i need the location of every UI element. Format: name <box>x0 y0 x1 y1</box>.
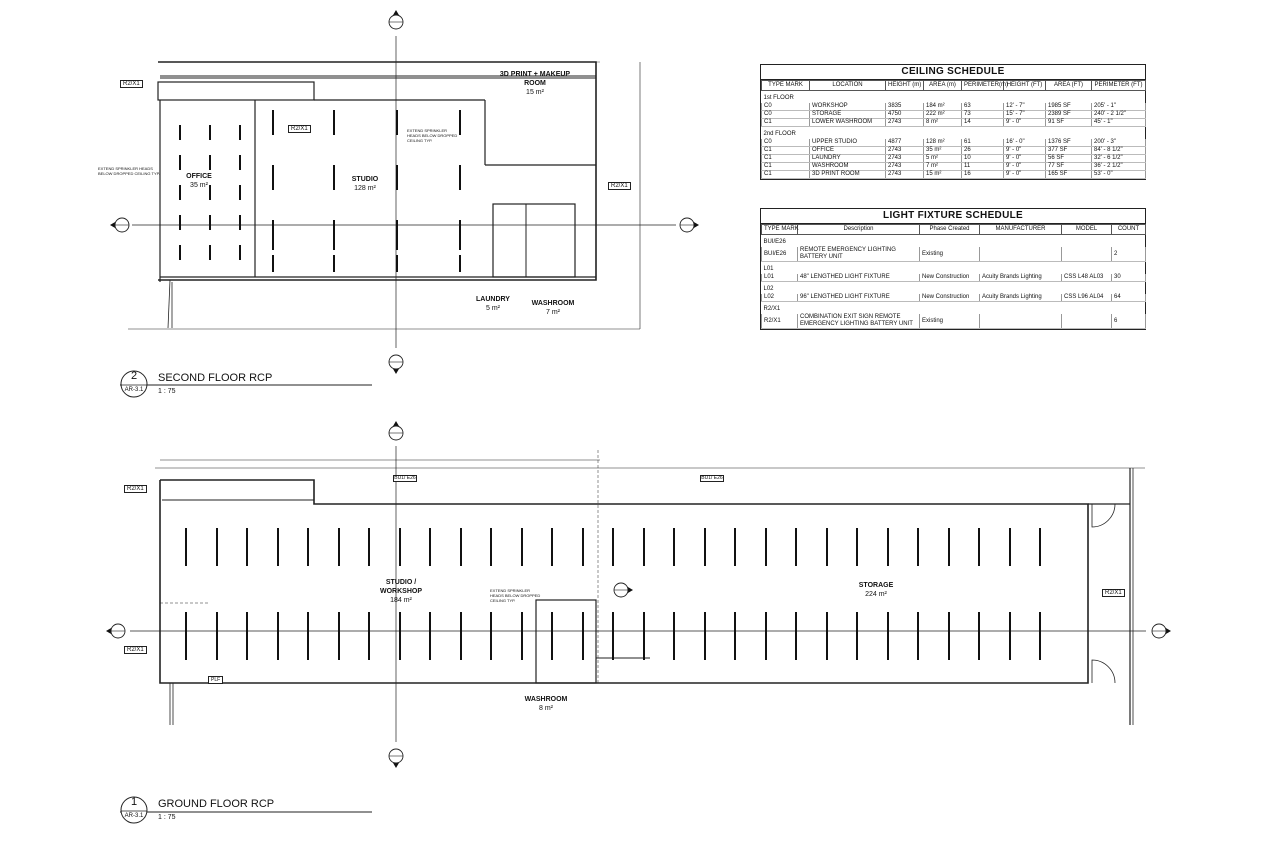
table-cell: 9' - 0" <box>1004 163 1046 171</box>
room-label-storage <box>845 581 907 599</box>
room-label-washroom <box>526 299 580 317</box>
table-cell: 3D PRINT ROOM <box>810 171 886 179</box>
table-cell: 184 m² <box>924 103 962 111</box>
table-row <box>762 111 1146 119</box>
table-row <box>762 314 1146 329</box>
room-label-washroom <box>516 695 576 713</box>
section-marker-icon <box>389 421 403 440</box>
schedule-title: CEILING SCHEDULE <box>761 65 1145 80</box>
fixture-tag: R2/X1 <box>288 125 311 133</box>
group-header-row <box>762 127 1146 140</box>
section-marker-icon <box>110 218 129 232</box>
group-label: L02 <box>763 286 774 292</box>
schedule-body <box>762 235 1146 329</box>
table-cell: 200' - 3" <box>1092 139 1146 147</box>
table-cell: 2 <box>1112 247 1146 262</box>
table-cell: 35 m² <box>924 147 962 155</box>
table-cell: 53' - 0" <box>1092 171 1146 179</box>
group-header-row <box>762 91 1146 104</box>
fixture-tag: R2/X1 <box>608 182 631 190</box>
table-cell: OFFICE <box>810 147 886 155</box>
table-cell: 91 SF <box>1046 119 1092 127</box>
room-area: 35 m² <box>190 182 208 189</box>
table-cell: 3835 <box>886 103 924 111</box>
schedule-body <box>762 91 1146 179</box>
table-cell: C1 <box>762 119 810 127</box>
table-cell: 165 SF <box>1046 171 1092 179</box>
table-cell: 48" LENGTHED LIGHT FIXTURE <box>798 274 920 282</box>
table-cell: REMOTE EMERGENCY LIGHTING BATTERY UNIT <box>798 247 920 262</box>
ceiling-schedule <box>760 64 1146 180</box>
room-label-3d-print <box>496 70 574 97</box>
table-cell: 1376 SF <box>1046 139 1092 147</box>
table-cell: BUI/E26 <box>762 247 798 262</box>
room-name: WASHROOM <box>524 696 568 703</box>
room-name: STUDIO <box>351 176 379 183</box>
table-cell: LAUNDRY <box>810 155 886 163</box>
table-cell: L02 <box>762 294 798 302</box>
table-row <box>762 163 1146 171</box>
ground-floor-plan <box>155 450 1145 725</box>
table-cell: C0 <box>762 103 810 111</box>
room-area: 7 m² <box>546 309 560 316</box>
table-cell: 45' - 1" <box>1092 119 1146 127</box>
table-row <box>762 139 1146 147</box>
fixture-tag: PLF <box>208 676 223 684</box>
section-marker-icon <box>1152 624 1171 638</box>
group-header-row <box>762 282 1146 295</box>
sheet-ref: AR-3.1 <box>124 813 144 819</box>
table-row <box>762 119 1146 127</box>
table-cell: WORKSHOP <box>810 103 886 111</box>
column-header: HEIGHT (FT) <box>1004 81 1046 91</box>
table-cell: 30 <box>1112 274 1146 282</box>
table-cell: 84' - 8 1/2" <box>1092 147 1146 155</box>
table-row <box>762 155 1146 163</box>
room-name: WASHROOM <box>531 300 575 307</box>
group-label: L01 <box>763 266 774 272</box>
table-cell: Existing <box>920 247 980 262</box>
table-cell: 2743 <box>886 163 924 171</box>
table-cell: 64 <box>1112 294 1146 302</box>
table-cell: WASHROOM <box>810 163 886 171</box>
column-header: TYPE MARK <box>762 225 798 235</box>
table-cell: 14 <box>962 119 1004 127</box>
sprinkler-note: EXTEND SPRINKLER HEADS BELOW DROPPED CEILING TYP. <box>490 588 541 603</box>
group-label: R2/X1 <box>763 306 781 312</box>
view-title: SECOND FLOOR RCP <box>158 372 273 384</box>
table-row <box>762 274 1146 282</box>
table-cell: 205' - 1" <box>1092 103 1146 111</box>
view-scale: 1 : 75 <box>158 814 176 821</box>
view-title: GROUND FLOOR RCP <box>158 798 275 810</box>
table-cell: 377 SF <box>1046 147 1092 155</box>
table-cell: 12' - 7" <box>1004 103 1046 111</box>
table-cell: 15' - 7" <box>1004 111 1046 119</box>
table-cell: 2743 <box>886 147 924 155</box>
room-label-laundry <box>468 295 518 313</box>
table-cell: 4750 <box>886 111 924 119</box>
fixture-tag: R2/X1 <box>1102 589 1125 597</box>
fixture-tag: R2/X1 <box>124 646 147 654</box>
table-cell: CSS L96 AL04 <box>1062 294 1112 302</box>
table-cell: 16 <box>962 171 1004 179</box>
column-header: MANUFACTURER <box>980 225 1062 235</box>
table-cell: 222 m² <box>924 111 962 119</box>
table-cell: CSS L48 AL03 <box>1062 274 1112 282</box>
column-header: Description <box>798 225 920 235</box>
sheet-ref: AR-3.1 <box>124 387 144 393</box>
table-row <box>762 103 1146 111</box>
table-cell: 36' - 2 1/2" <box>1092 163 1146 171</box>
room-name: 3D PRINT + MAKEUP ROOM <box>499 71 571 87</box>
table-cell: C0 <box>762 111 810 119</box>
table-cell: 63 <box>962 103 1004 111</box>
table-cell: New Construction <box>920 294 980 302</box>
view-number: 2 <box>130 370 138 382</box>
group-header-row <box>762 262 1146 275</box>
table-cell: 16' - 0" <box>1004 139 1046 147</box>
table-cell: 15 m² <box>924 171 962 179</box>
table-cell: 240' - 2 1/2" <box>1092 111 1146 119</box>
table-cell: New Construction <box>920 274 980 282</box>
view-number: 1 <box>130 796 138 808</box>
table-cell: COMBINATION EXIT SIGN REMOTE EMERGENCY LIGHTING BATTERY UNIT <box>798 314 920 329</box>
section-marker-icon <box>389 10 403 29</box>
table-cell: 73 <box>962 111 1004 119</box>
group-label: BUI/E26 <box>763 239 786 245</box>
table-cell: 11 <box>962 163 1004 171</box>
room-area: 15 m² <box>526 89 544 96</box>
schedule-header-row <box>762 225 1146 235</box>
table-cell: STORAGE <box>810 111 886 119</box>
fixture-tag: BU1/ E26 <box>394 475 416 481</box>
table-cell: C1 <box>762 155 810 163</box>
schedule-title: LIGHT FIXTURE SCHEDULE <box>761 209 1145 224</box>
view-scale: 1 : 75 <box>158 388 176 395</box>
room-label-studio <box>334 175 396 193</box>
section-marker-icon <box>680 218 699 232</box>
table-cell: 9' - 0" <box>1004 147 1046 155</box>
column-header: HEIGHT (m) <box>886 81 924 91</box>
column-header: PERIMETER (FT) <box>1092 81 1146 91</box>
room-area: 128 m² <box>354 185 376 192</box>
sprinkler-note: EXTEND SPRINKLER HEADS BELOW DROPPED CEILING TYP. <box>407 128 458 143</box>
table-cell: 2743 <box>886 155 924 163</box>
fixture-tag: R2/X1 <box>124 485 147 493</box>
group-header-row <box>762 302 1146 315</box>
room-area: 184 m² <box>390 597 412 604</box>
second-floor-plan <box>128 62 640 329</box>
light-fixture-schedule <box>760 208 1146 330</box>
table-cell: C1 <box>762 147 810 155</box>
table-cell <box>980 314 1062 329</box>
table-cell: C1 <box>762 171 810 179</box>
table-cell: 4877 <box>886 139 924 147</box>
table-cell: 2743 <box>886 119 924 127</box>
table-row <box>762 147 1146 155</box>
table-cell: 61 <box>962 139 1004 147</box>
table-cell: 96" LENGTHED LIGHT FIXTURE <box>798 294 920 302</box>
table-cell: Existing <box>920 314 980 329</box>
table-cell: 26 <box>962 147 1004 155</box>
column-header: TYPE MARK <box>762 81 810 91</box>
group-header-row <box>762 235 1146 248</box>
table-cell: LOWER WASHROOM <box>810 119 886 127</box>
table-cell: 77 SF <box>1046 163 1092 171</box>
column-header: Phase Created <box>920 225 980 235</box>
room-label-studio-workshop <box>370 578 432 605</box>
table-cell: 7 m² <box>924 163 962 171</box>
group-label: 1st FLOOR <box>763 95 794 101</box>
column-header: AREA (FT) <box>1046 81 1092 91</box>
table-cell: C0 <box>762 139 810 147</box>
table-cell: Acuity Brands Lighting <box>980 294 1062 302</box>
table-cell: Acuity Brands Lighting <box>980 274 1062 282</box>
column-header: LOCATION <box>810 81 886 91</box>
table-cell: 2743 <box>886 171 924 179</box>
table-cell: 128 m² <box>924 139 962 147</box>
sprinkler-note: EXTEND SPRINKLER HEADS BELOW DROPPED CEILING TYP. <box>98 166 160 176</box>
table-cell: 9' - 0" <box>1004 171 1046 179</box>
table-cell: R2/X1 <box>762 314 798 329</box>
room-area: 224 m² <box>865 591 887 598</box>
table-cell: UPPER STUDIO <box>810 139 886 147</box>
room-label-office <box>168 172 230 190</box>
table-cell: 56 SF <box>1046 155 1092 163</box>
room-area: 8 m² <box>539 705 553 712</box>
table-cell: L01 <box>762 274 798 282</box>
room-area: 5 m² <box>486 305 500 312</box>
table-cell: 6 <box>1112 314 1146 329</box>
table-cell: 5 m² <box>924 155 962 163</box>
table-cell: 9' - 0" <box>1004 155 1046 163</box>
schedule-header-row <box>762 81 1146 91</box>
room-name: STUDIO / WORKSHOP <box>380 579 422 595</box>
table-cell: 8 m² <box>924 119 962 127</box>
table-row <box>762 247 1146 262</box>
section-marker-icon <box>389 355 403 374</box>
column-header: COUNT <box>1112 225 1146 235</box>
room-name: LAUNDRY <box>476 296 510 303</box>
table-cell: 2389 SF <box>1046 111 1092 119</box>
table-cell <box>1062 314 1112 329</box>
column-header: PERIMETER(m) <box>962 81 1004 91</box>
table-cell: 1985 SF <box>1046 103 1092 111</box>
group-label: 2nd FLOOR <box>763 131 796 137</box>
column-header: MODEL <box>1062 225 1112 235</box>
table-row <box>762 171 1146 179</box>
table-cell: C1 <box>762 163 810 171</box>
table-cell: 32' - 6 1/2" <box>1092 155 1146 163</box>
column-header: AREA (m) <box>924 81 962 91</box>
fixture-tag: R2/X1 <box>120 80 143 88</box>
fixture-tag: BU1/ E26 <box>701 475 723 481</box>
table-cell <box>1062 247 1112 262</box>
table-cell: 10 <box>962 155 1004 163</box>
section-marker-icon <box>106 624 125 638</box>
section-marker-icon <box>614 583 633 597</box>
table-cell <box>980 247 1062 262</box>
table-row <box>762 294 1146 302</box>
table-cell: 9' - 0" <box>1004 119 1046 127</box>
room-name: OFFICE <box>186 173 212 180</box>
section-marker-icon <box>389 749 403 768</box>
room-name: STORAGE <box>858 582 894 589</box>
